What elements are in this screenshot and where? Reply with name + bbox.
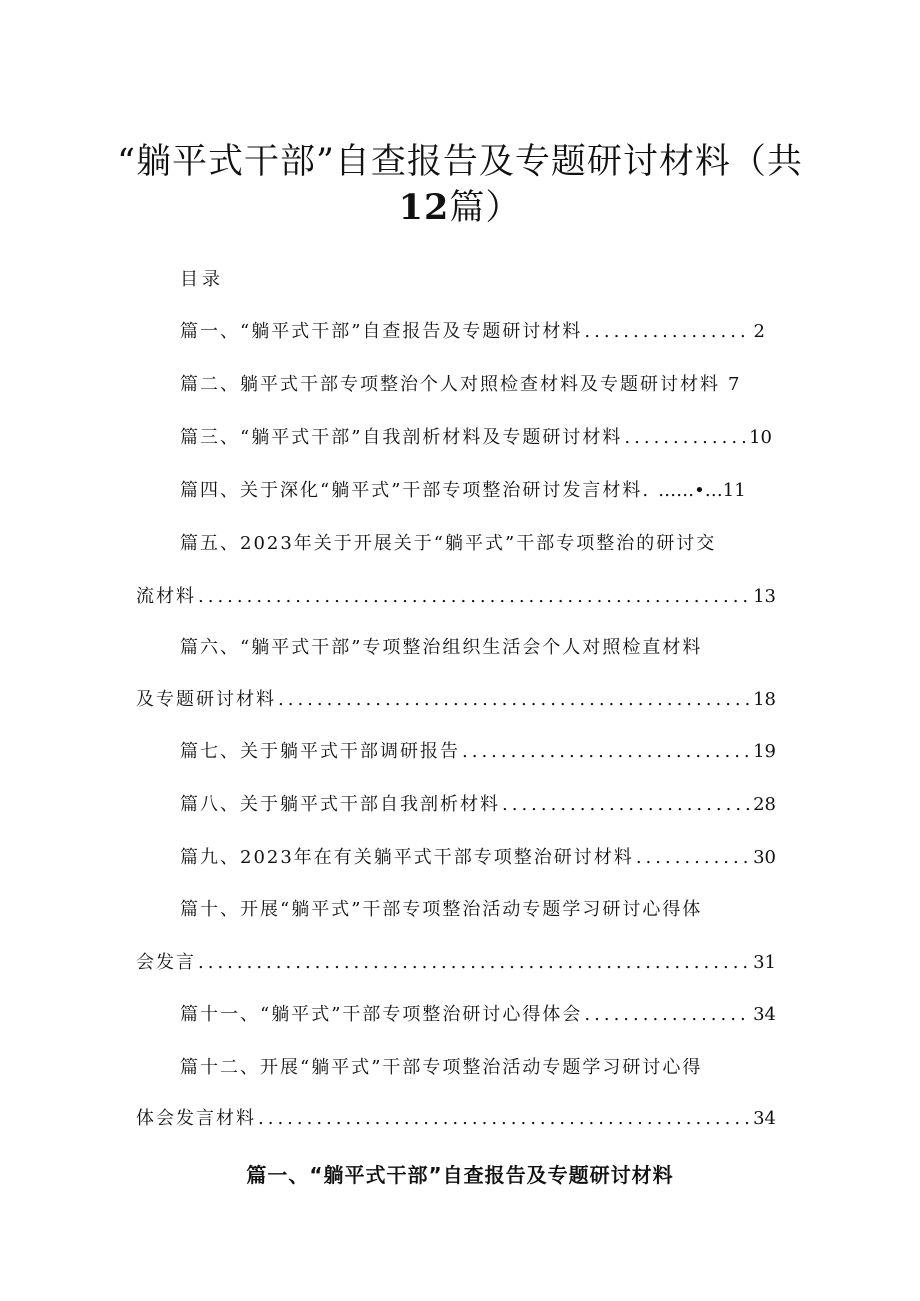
toc-entry-page: 7: [728, 374, 740, 395]
toc-entry-title: 篇八、关于躺平式干部自我剖析材料: [180, 794, 500, 815]
section-heading: 篇一、“躺平式干部”自查报告及专题研讨材料: [246, 1163, 674, 1187]
document-title-suffix: 篇）: [449, 188, 522, 228]
toc-entry-title-continued: 流材料: [136, 586, 196, 607]
toc-entry-page: 13: [753, 586, 776, 607]
toc-entry-page: 10: [749, 427, 772, 448]
toc-entry-line-1[interactable]: [180, 1054, 780, 1082]
toc-entry[interactable]: [180, 738, 776, 766]
toc-leader-dots: [624, 424, 745, 452]
toc-leader-dots: [198, 949, 749, 977]
toc-entry-page: 28: [753, 794, 776, 815]
toc-entry-page: 19: [753, 741, 776, 762]
toc-leader-dots: [198, 583, 749, 611]
toc-entry-title: 篇十一、“躺平式”干部专项整治研讨心得体会: [180, 1004, 583, 1025]
toc-entry-page: 30: [753, 847, 776, 868]
document-title-line-1: “躺平式干部”自查报告及专题研讨材料（共: [117, 142, 803, 182]
toc-entry-page: 18: [753, 689, 776, 710]
toc-entry[interactable]: [136, 949, 776, 977]
toc-entry[interactable]: [180, 844, 776, 872]
toc-leader-dots: [584, 318, 749, 346]
toc-entry-title: 篇四、关于深化“躺平式”干部专项整治研讨发言材料.: [180, 480, 651, 501]
toc-entry-page: 34: [753, 1108, 776, 1129]
toc-entry-title: 篇三、“躺平式干部”自我剖析材料及专题研讨材料: [180, 427, 623, 448]
document-title-line-2: [110, 184, 810, 232]
toc-entry[interactable]: [180, 424, 772, 452]
toc-entry-line-1[interactable]: [180, 634, 780, 662]
toc-entry[interactable]: [180, 477, 765, 505]
toc-entry[interactable]: [180, 371, 765, 399]
toc-leader-dots: [462, 738, 749, 766]
toc-entry-title-continued: 体会发言材料: [136, 1108, 256, 1129]
toc-entry-page: ……•…11: [658, 480, 746, 501]
toc-entry-page: 34: [753, 1004, 776, 1025]
toc-entry-title: 篇十、开展“躺平式”干部专项整治活动专题学习研讨心得体: [180, 899, 703, 920]
toc-entry-title: 篇一、“躺平式干部”自查报告及专题研讨材料: [180, 321, 583, 342]
toc-entry-title-continued: 会发言: [136, 952, 196, 973]
document-count: 12: [398, 187, 450, 228]
toc-leader-dots: [502, 791, 749, 819]
toc-entry-title: 篇七、关于躺平式干部调研报告: [180, 741, 460, 762]
toc-entry[interactable]: [180, 1001, 776, 1029]
toc-entry[interactable]: [180, 318, 765, 346]
toc-leader-dots: [636, 844, 749, 872]
toc-entry-title-continued: 及专题研讨材料: [136, 689, 276, 710]
toc-entry[interactable]: [180, 791, 776, 819]
toc-leader-dots: [584, 1001, 749, 1029]
toc-leader-dots: [258, 1105, 749, 1133]
toc-entry-title: 篇五、2023年关于开展关于“躺平式”干部专项整治的研讨交: [180, 533, 717, 554]
toc-entry-page: 2: [753, 321, 765, 342]
toc-entry[interactable]: [136, 686, 776, 714]
toc-entry[interactable]: [136, 583, 776, 611]
toc-entry-line-1[interactable]: [180, 896, 780, 924]
toc-heading: 目录: [180, 269, 224, 290]
toc-entry-title: 篇十二、开展“躺平式”干部专项整治活动专题学习研讨心得: [180, 1057, 703, 1078]
toc-entry-title: 篇二、躺平式干部专项整治个人对照检查材料及专题研讨材料: [180, 374, 720, 395]
toc-leader-dots: [278, 686, 749, 714]
toc-entry-title: 篇六、“躺平式干部”专项整治组织生活会个人对照检直材料: [180, 637, 703, 658]
toc-entry-line-1[interactable]: [180, 530, 780, 558]
toc-entry[interactable]: [136, 1105, 776, 1133]
toc-entry-page: 31: [753, 952, 776, 973]
toc-entry-title: 篇九、2023年在有关躺平式干部专项整治研讨材料: [180, 847, 634, 868]
